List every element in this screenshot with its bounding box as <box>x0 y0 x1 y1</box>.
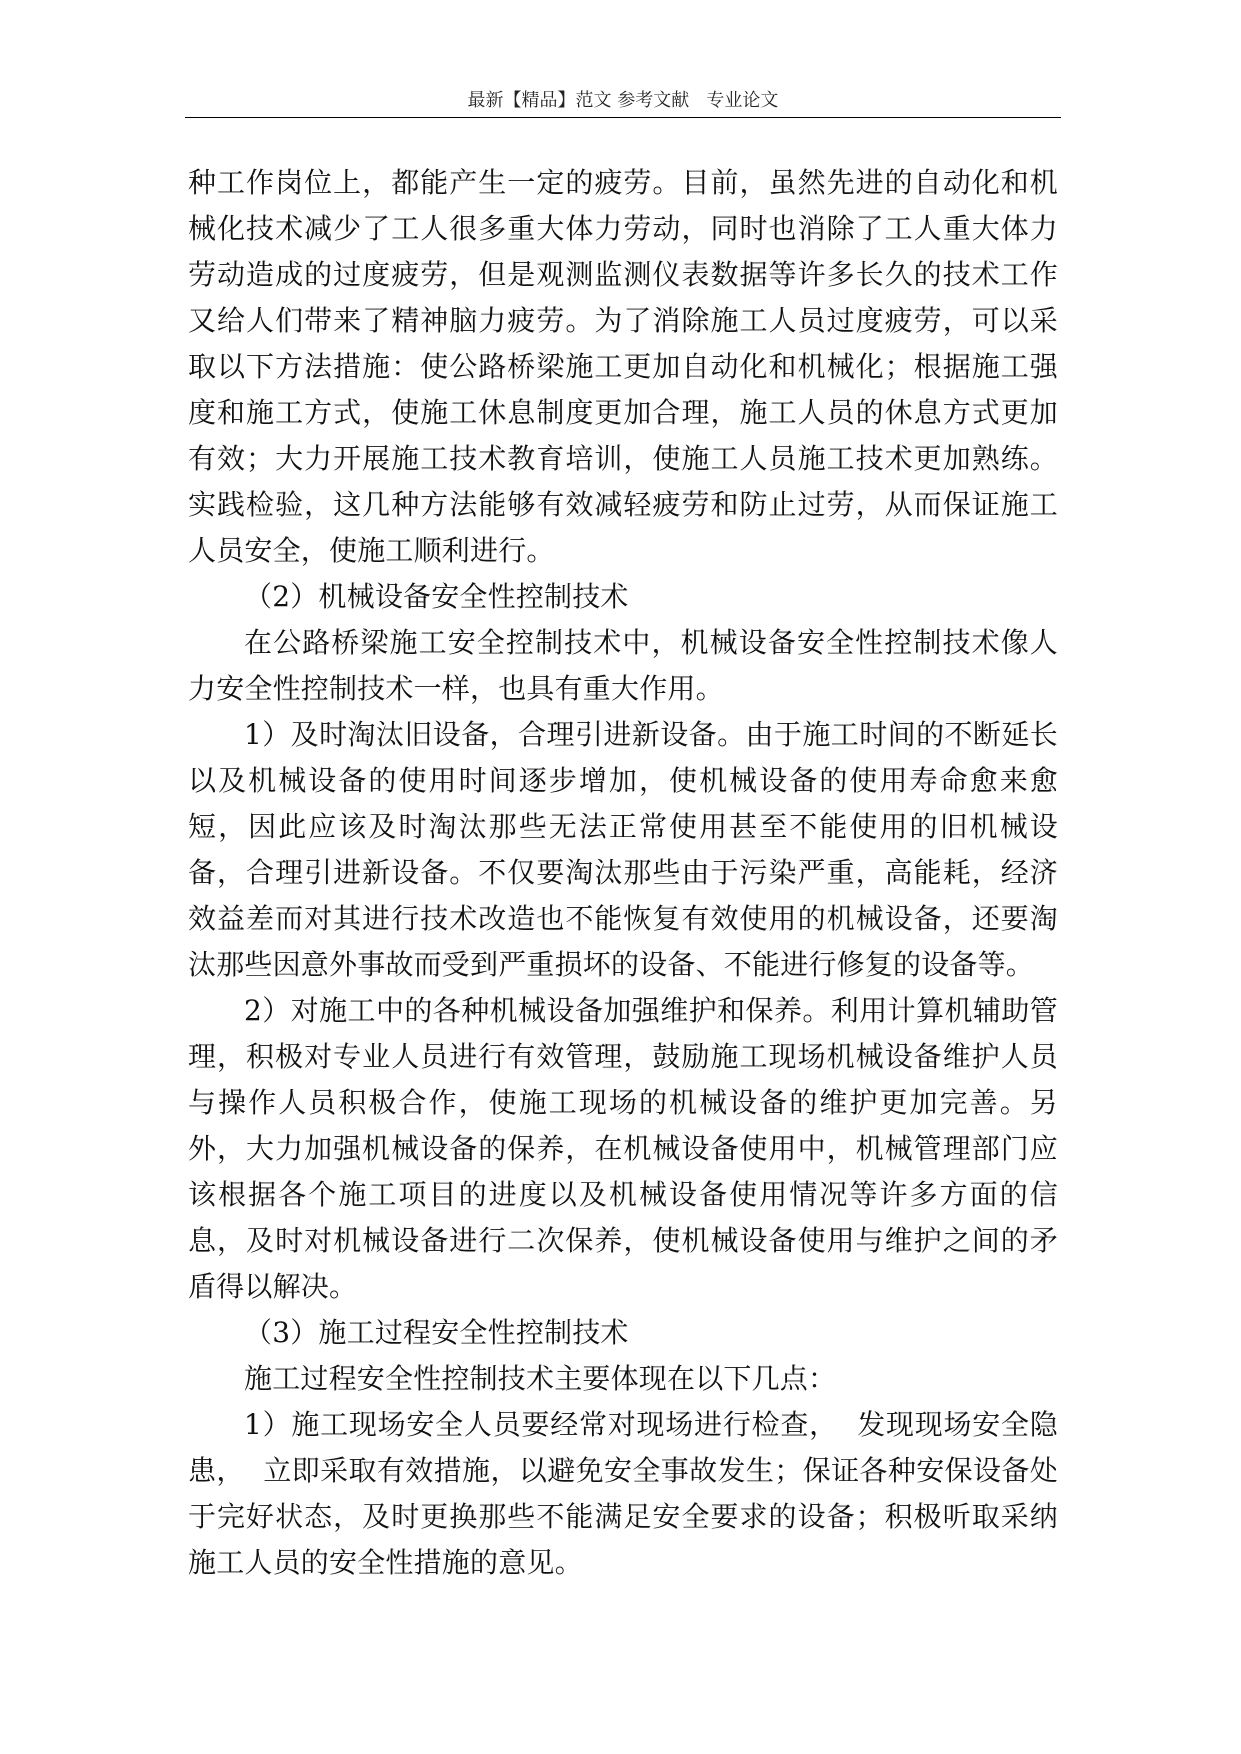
header-divider <box>185 117 1061 118</box>
section-heading-machinery-safety: （2）机械设备安全性控制技术 <box>244 580 629 613</box>
document-body <box>188 160 1058 1586</box>
paragraph-equipment-maintenance: 2）对施工中的各种机械设备加强维护和保养。利用计算机辅助管理，积极对专业人员进行有效管理，鼓励施工现场机械设备维护人员与操作人员积极合作，使施工现场的机械设备的维护更加完善。另外，大力加强机械设备的保养，在机械设备使用中，机械管理部门应该根据各个施工项目的进度以及机械设备使用情况等许多方面的信息，及时对机械设备进行二次保养，使机械设备使用与维护之间的矛盾得以解决。 <box>188 994 1058 1303</box>
paragraph-equipment-replacement: 1）及时淘汰旧设备，合理引进新设备。由于施工时间的不断延长以及机械设备的使用时间逐步增加，使机械设备的使用寿命愈来愈短，因此应该及时淘汰那些无法正常使用甚至不能使用的旧机械设备，合理引进新设备。不仅要淘汰那些由于污染严重，高能耗，经济效益差而对其进行技术改造也不能恢复有效使用的机械设备，还要淘汰那些因意外事故而受到严重损坏的设备、不能进行修复的设备等。 <box>188 718 1058 981</box>
section-heading-process-safety: （3）施工过程安全性控制技术 <box>244 1316 629 1349</box>
paragraph-fatigue-continuation: 种工作岗位上，都能产生一定的疲劳。目前，虽然先进的自动化和机械化技术减少了工人很多重大体力劳动，同时也消除了工人重大体力劳动造成的过度疲劳，但是观测监测仪表数据等许多长久的技术工作又给人们带来了精神脑力疲劳。为了消除施工人员过度疲劳，可以采取以下方法措施：使公路桥梁施工更加自动化和机械化；根据施工强度和施工方式，使施工休息制度更加合理，施工人员的休息方式更加有效；大力开展施工技术教育培训，使施工人员施工技术更加熟练。实践检验，这几种方法能够有效减轻疲劳和防止过劳，从而保证施工人员安全，使施工顺利进行。 <box>188 166 1058 567</box>
paragraph-process-intro: 施工过程安全性控制技术主要体现在以下几点： <box>244 1362 837 1395</box>
paragraph-machinery-intro: 在公路桥梁施工安全控制技术中，机械设备安全性控制技术像人力安全性控制技术一样，也具有重大作用。 <box>188 626 1058 705</box>
page-header: 最新【精品】范文 参考文献 专业论文 <box>467 90 779 111</box>
paragraph-site-inspection: 1）施工现场安全人员要经常对现场进行检查， 发现现场安全隐患， 立即采取有效措施，以避免安全事故发生；保证各种安保设备处于完好状态，及时更换那些不能满足安全要求的设备；积极听取采纳施工人员的安全性措施的意见。 <box>188 1408 1058 1579</box>
